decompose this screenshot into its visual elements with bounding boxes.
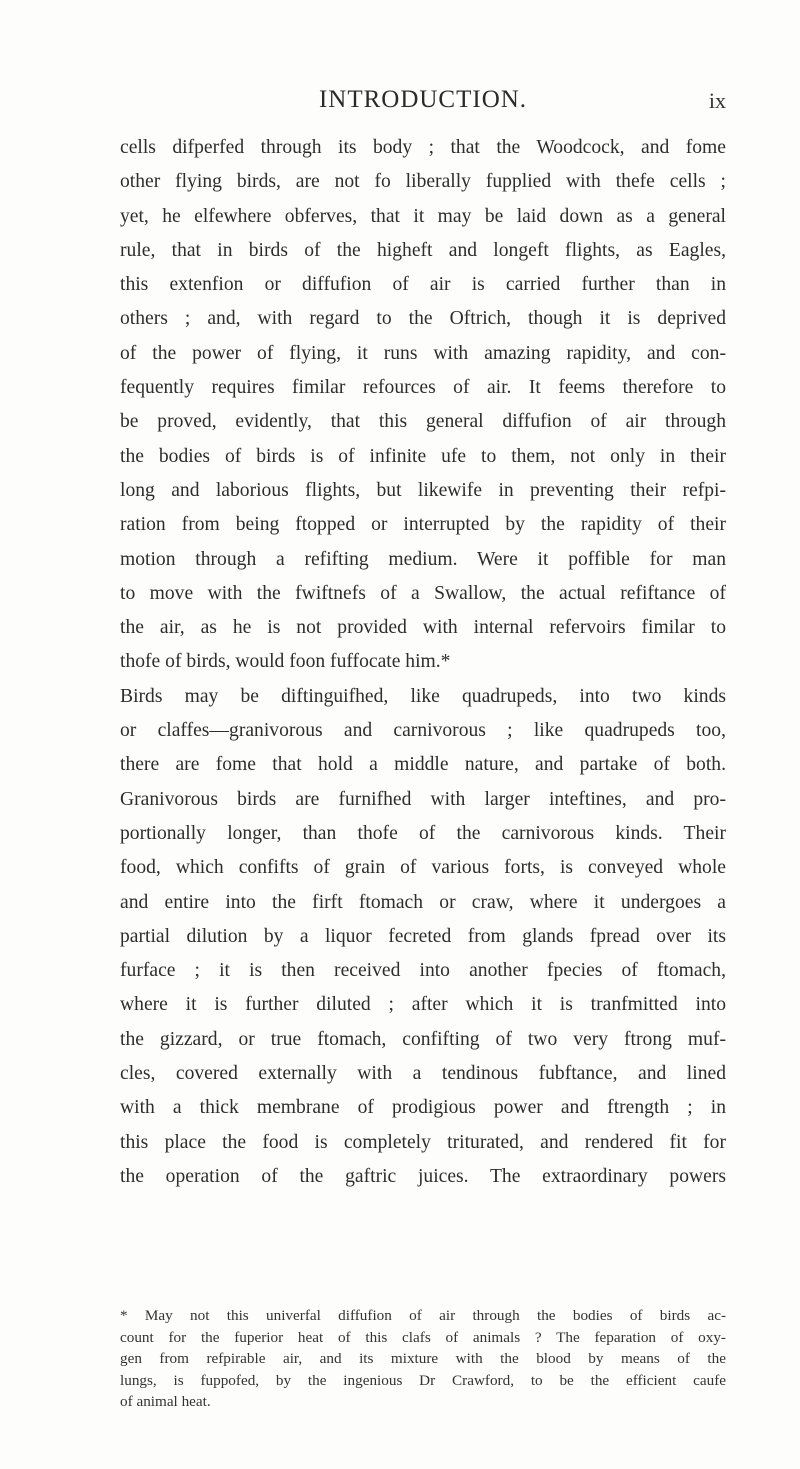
text-line: others ; and, with regard to the Oftrich, though it is deprived bbox=[120, 308, 726, 330]
text-line: cells difperfed through its body ; that the Woodcock, and fome bbox=[120, 137, 726, 158]
text-line: or claffes—granivorous and carnivorous ; like quadrupeds too, bbox=[120, 720, 726, 742]
text-line: there are fome that hold a middle nature, and partake of both. bbox=[120, 754, 726, 776]
footnote-line: count for the fuperior heat of this clafs of animals ? The feparation of oxy- bbox=[120, 1328, 726, 1346]
text-line: this place the food is completely triturated, and rendered fit for bbox=[120, 1131, 726, 1153]
footnote-line: * May not this univerfal diffufion of air through the bodies of birds ac- bbox=[120, 1307, 726, 1324]
text-line: Granivorous birds are furnifhed with larger inteftines, and pro- bbox=[120, 788, 726, 810]
body-text bbox=[120, 131, 726, 1194]
text-line: food, which confifts of grain of various forts, is conveyed whole bbox=[120, 857, 726, 879]
text-line: the gizzard, or true ftomach, confifting of two very ftrong muf- bbox=[120, 1028, 726, 1050]
footnote-line: lungs, is fuppofed, by the ingenious Dr Crawford, to be the efficient caufe bbox=[120, 1371, 726, 1389]
text-line: motion through a refifting medium. Were it poffible for man bbox=[120, 548, 726, 570]
text-line: ration from being ftopped or interrupted by the rapidity of their bbox=[120, 514, 726, 536]
text-line: where it is further diluted ; after which it is tranfmitted into bbox=[120, 994, 726, 1016]
text-line: with a thick membrane of prodigious power and ftrength ; in bbox=[120, 1097, 726, 1119]
text-line: rule, that in birds of the higheft and longeft flights, as Eagles, bbox=[120, 239, 726, 261]
text-line: and entire into the firft ftomach or craw, where it undergoes a bbox=[120, 891, 726, 913]
text-line: the air, as he is not provided with internal refervoirs fimilar to bbox=[120, 617, 726, 639]
text-line: this extenfion or diffufion of air is carried further than in bbox=[120, 274, 726, 296]
text-line: yet, he elfewhere obferves, that it may be laid down as a general bbox=[120, 205, 726, 227]
text-line: thofe of birds, would foon fuffocate him.* bbox=[120, 651, 451, 673]
text-line: long and laborious flights, but likewife in preventing their refpi- bbox=[120, 479, 726, 501]
text-line: furface ; it is then received into another fpecies of ftomach, bbox=[120, 960, 726, 982]
text-line: to move with the fwiftnefs of a Swallow, the actual refiftance of bbox=[120, 582, 726, 604]
footnote bbox=[120, 1305, 726, 1413]
page-number: ix bbox=[708, 88, 726, 113]
text-line: be proved, evidently, that this general diffufion of air through bbox=[120, 411, 726, 433]
text-line: fequently requires fimilar refources of air. It feems therefore to bbox=[120, 377, 726, 399]
footnote-line: of animal heat. bbox=[120, 1393, 211, 1411]
running-title: INTRODUCTION. bbox=[318, 86, 528, 113]
text-line: the bodies of birds is of infinite ufe to them, not only in their bbox=[120, 445, 726, 467]
running-head bbox=[120, 86, 726, 126]
text-line: of the power of flying, it runs with amazing rapidity, and con- bbox=[120, 342, 726, 364]
text-line: other flying birds, are not fo liberally fupplied with thefe cells ; bbox=[120, 171, 726, 193]
text-line: the operation of the gaftric juices. The extraordinary powers bbox=[120, 1165, 726, 1187]
footnote-line: gen from refpirable air, and its mixture with the blood by means of the bbox=[120, 1350, 726, 1368]
text-line: Birds may be diftinguifhed, like quadrupeds, into two kinds bbox=[120, 685, 726, 707]
text-line: partial dilution by a liquor fecreted from glands fpread over its bbox=[120, 925, 726, 947]
text-line: cles, covered externally with a tendinous fubftance, and lined bbox=[120, 1063, 726, 1085]
text-line: portionally longer, than thofe of the carnivorous kinds. Their bbox=[120, 822, 726, 844]
